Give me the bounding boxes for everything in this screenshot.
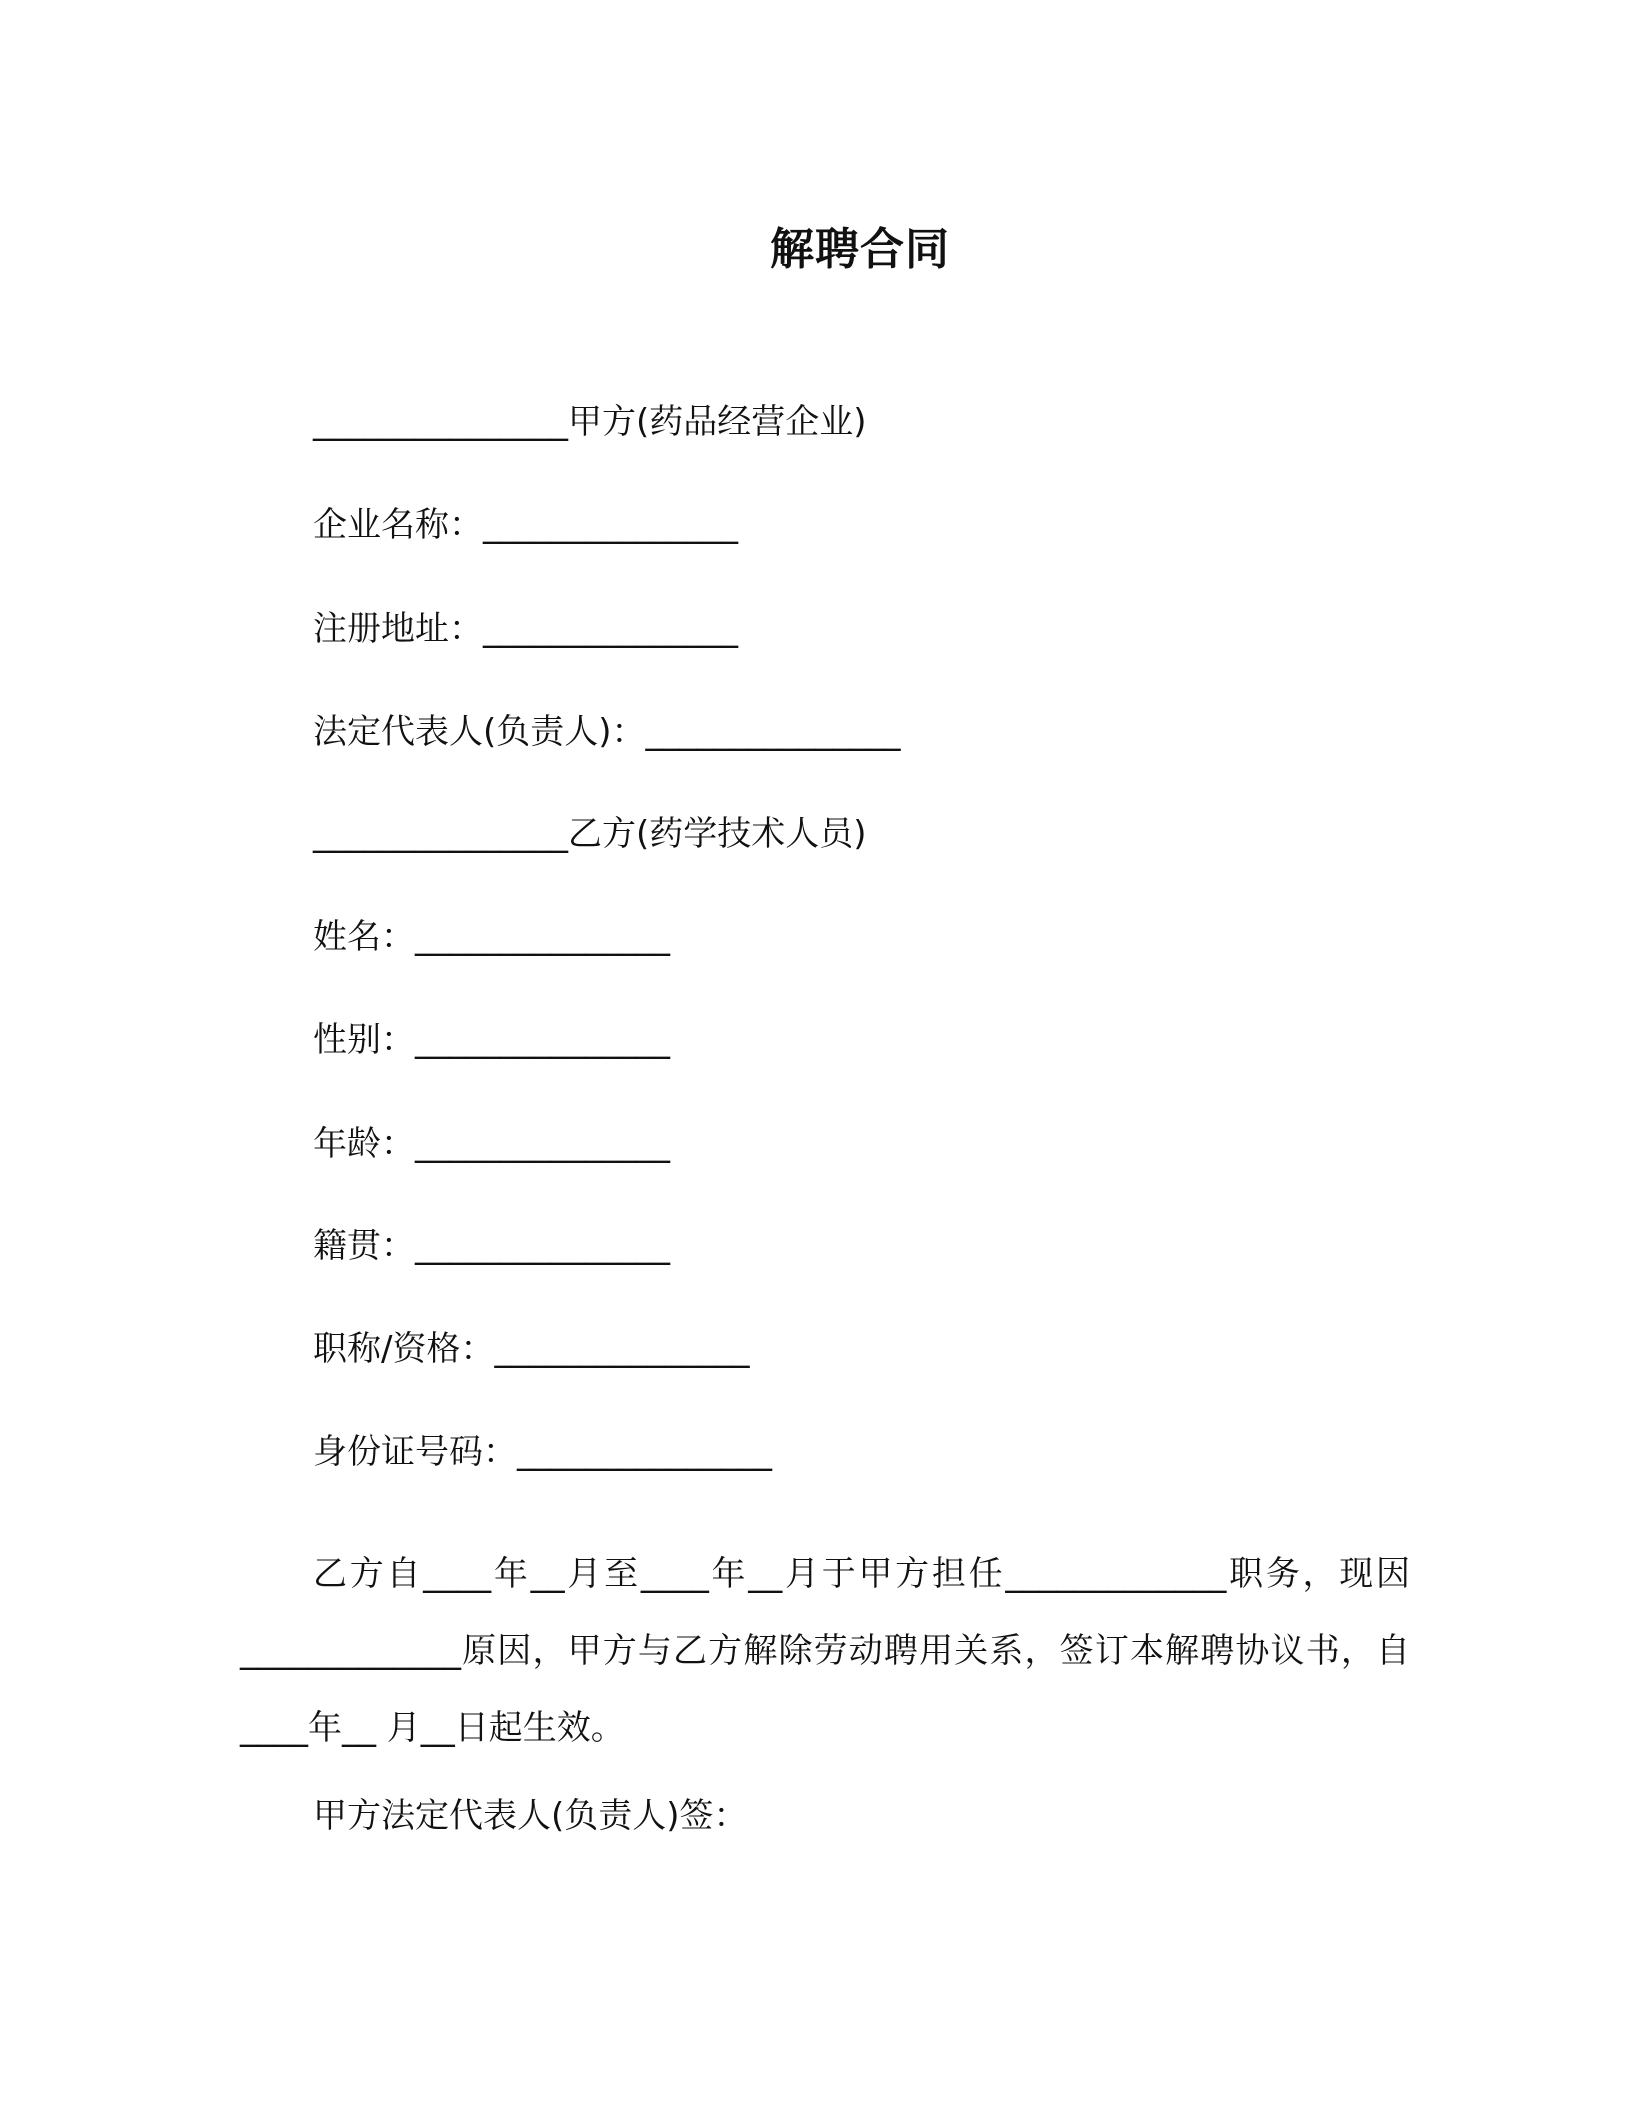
- age-field: 年龄：_______________: [313, 1124, 670, 1164]
- party-b-heading: _______________乙方(药学技术人员): [313, 814, 867, 854]
- legal-representative-field: 法定代表人(负责人)：_______________: [313, 712, 901, 752]
- title-qualification-field: 职称/资格：_______________: [313, 1329, 750, 1369]
- registered-address-field: 注册地址：_______________: [313, 609, 738, 649]
- id-number-field: 身份证号码：_______________: [313, 1432, 772, 1472]
- gender-field: 性别：_______________: [313, 1020, 670, 1060]
- signature-line: 甲方法定代表人(负责人)签：: [313, 1796, 748, 1836]
- name-field: 姓名：_______________: [313, 917, 670, 957]
- company-name-field: 企业名称：_______________: [313, 505, 738, 545]
- termination-paragraph: 乙方自____年__月至____年__月于甲方担任_____________职务，现因_____________原因，甲方与乙方解除劳动聘用关系，签订本解聘协议书，自____年__ 月__日起生效。: [240, 1554, 1410, 1748]
- native-place-field: 籍贯：_______________: [313, 1226, 670, 1266]
- party-a-heading: _______________甲方(药品经营企业): [313, 402, 867, 442]
- document-title: 解聘合同: [770, 224, 950, 275]
